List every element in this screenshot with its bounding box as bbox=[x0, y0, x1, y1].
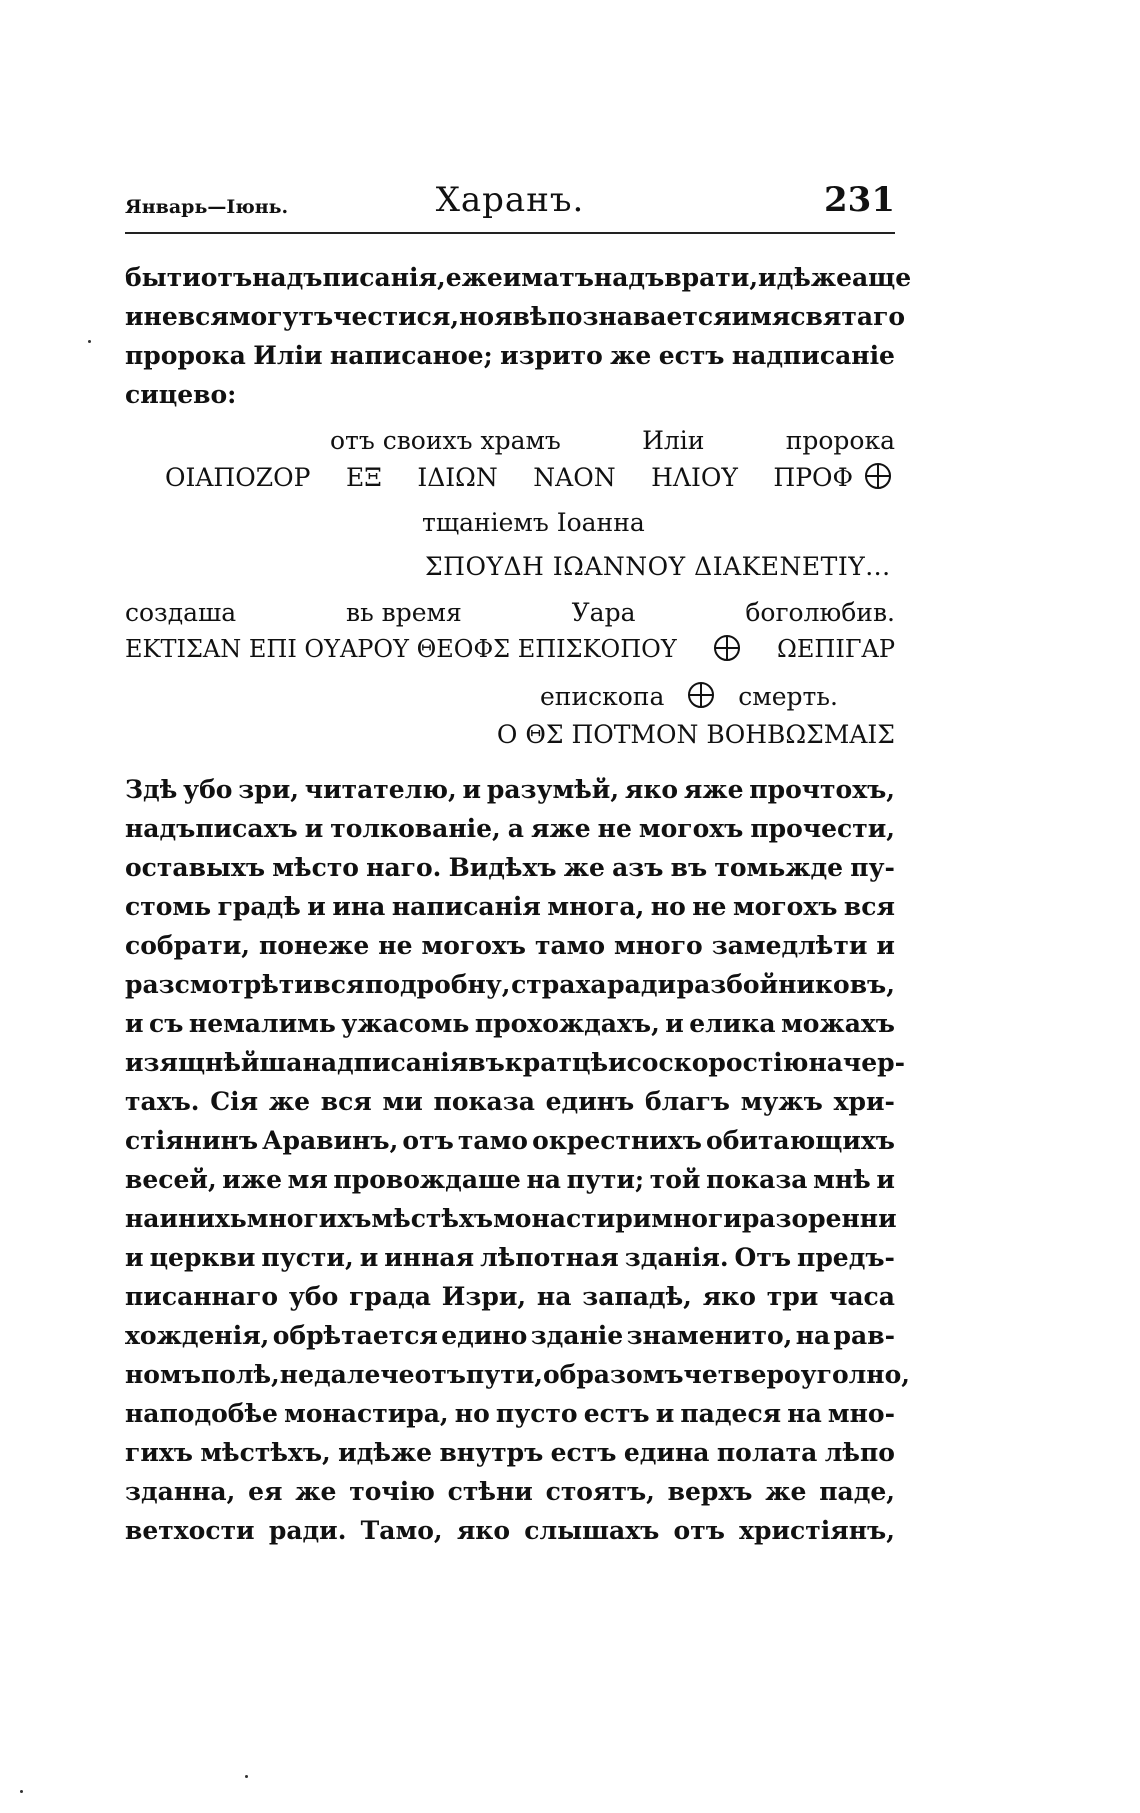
word: многа, bbox=[547, 892, 645, 921]
body-line bbox=[125, 1160, 895, 1199]
word: тахъ. bbox=[125, 1087, 200, 1116]
word: Аравинъ, bbox=[262, 1126, 399, 1155]
word: Тамо, bbox=[360, 1516, 443, 1545]
word: толкованіе, bbox=[330, 814, 501, 843]
word: ради bbox=[607, 970, 677, 999]
translation-word: смерть. bbox=[738, 682, 838, 711]
word: же bbox=[268, 1087, 310, 1116]
inscription-translation-3 bbox=[125, 598, 895, 627]
word: ужасомь bbox=[341, 1009, 470, 1038]
translation-word: боголюбив. bbox=[745, 598, 895, 627]
greek-text: ΩΕΠΙΓΑΡ bbox=[777, 635, 895, 663]
word: на bbox=[795, 1321, 831, 1350]
word: надъ bbox=[593, 263, 665, 292]
intro-line: сицево: bbox=[125, 380, 237, 409]
word: яже bbox=[531, 814, 591, 843]
cross-symbol-icon bbox=[865, 463, 891, 489]
word: убо bbox=[288, 1282, 339, 1311]
word: отъ bbox=[414, 1360, 466, 1389]
word: христіянъ, bbox=[739, 1516, 895, 1545]
word: Изри, bbox=[441, 1282, 527, 1311]
word: познавается bbox=[547, 302, 732, 331]
word: тамо bbox=[457, 1126, 528, 1155]
word: же bbox=[610, 341, 652, 370]
word: отъ bbox=[200, 263, 253, 292]
word: благъ bbox=[644, 1087, 730, 1116]
word: естъ bbox=[550, 1438, 617, 1467]
paper-speck bbox=[88, 340, 91, 343]
word: надписаніе bbox=[731, 341, 895, 370]
word: церкви bbox=[149, 1243, 256, 1272]
intro-paragraph bbox=[125, 258, 912, 414]
header-rule bbox=[125, 232, 895, 234]
word: надъписахъ bbox=[125, 814, 298, 843]
word: стоятъ, bbox=[545, 1477, 655, 1506]
word: четвероуголно, bbox=[683, 1360, 910, 1389]
word: стѣни bbox=[447, 1477, 533, 1506]
word: той bbox=[649, 1165, 701, 1194]
word: лѣпо bbox=[824, 1438, 895, 1467]
inscription-greek-1 bbox=[165, 463, 895, 492]
word: ми bbox=[382, 1087, 423, 1116]
word: могутъ bbox=[228, 302, 334, 331]
word: яко bbox=[624, 775, 679, 804]
word: начер- bbox=[808, 1048, 905, 1077]
greek-text: ΕΚΤΙΣΑΝ ΕΠΙ ΟΥΑΡΟΥ ΘΕΟΦΣ ΕΠΙΣΚΟΠΟΥ bbox=[125, 635, 677, 663]
word: и bbox=[125, 1243, 144, 1272]
word: могохъ bbox=[421, 931, 526, 960]
word: разбойниковъ, bbox=[676, 970, 895, 999]
word: рав- bbox=[833, 1321, 895, 1350]
word: и bbox=[655, 1399, 675, 1428]
word: не bbox=[143, 302, 178, 331]
inscription-greek-2: ΣΠΟΥΔΗ ΙΩΑΝΝΟΥ ΔΙΑΚΕΝΕΤΙΥ... bbox=[425, 552, 891, 581]
body-line bbox=[125, 926, 895, 965]
word: обитающихъ bbox=[706, 1126, 895, 1155]
body-line bbox=[125, 809, 895, 848]
body-line bbox=[125, 1355, 910, 1394]
word: не bbox=[692, 892, 727, 921]
word: изящнѣйша bbox=[125, 1048, 303, 1077]
word: знаменито, bbox=[626, 1321, 793, 1350]
word: собрати, bbox=[125, 931, 250, 960]
body-line bbox=[125, 1199, 895, 1238]
word: и bbox=[462, 775, 482, 804]
word: мѣстѣхъ bbox=[371, 1204, 494, 1233]
word: номъ bbox=[125, 1360, 201, 1389]
word: писаннаго bbox=[125, 1282, 279, 1311]
translation-word: пророка bbox=[785, 426, 895, 455]
word: немалимь bbox=[188, 1009, 336, 1038]
greek-word: ΙΔΙΩΝ bbox=[417, 463, 498, 492]
word: идѣже bbox=[338, 1438, 433, 1467]
word: внутръ bbox=[439, 1438, 544, 1467]
word: пути; bbox=[566, 1165, 645, 1194]
body-line bbox=[125, 965, 895, 1004]
word: и bbox=[608, 1048, 627, 1077]
word: ветхости bbox=[125, 1516, 255, 1545]
word: можахъ bbox=[781, 1009, 895, 1038]
inscription-translation-2: тщаніемъ Іоанна bbox=[422, 508, 645, 537]
translation-word: Уара bbox=[571, 598, 636, 627]
word: и bbox=[359, 1243, 379, 1272]
word: показа bbox=[706, 1165, 808, 1194]
word: мя bbox=[287, 1165, 328, 1194]
word: въ bbox=[670, 853, 708, 882]
word: яже bbox=[683, 775, 744, 804]
word: имя bbox=[731, 302, 791, 331]
body-line bbox=[125, 1082, 895, 1121]
paper-speck bbox=[245, 1775, 248, 1778]
word: хри- bbox=[833, 1087, 895, 1116]
body-line bbox=[125, 1043, 905, 1082]
greek-word: ΝΑΟΝ bbox=[533, 463, 616, 492]
inscription-greek-4: Ο ΘΣ ΠΟΤΜΟΝ ΒΟΗΒΩΣΜΑΙΣ bbox=[496, 720, 895, 749]
word: и bbox=[125, 302, 144, 331]
word: понеже bbox=[258, 931, 370, 960]
greek-word-with-cross bbox=[773, 463, 895, 492]
word: иниxь bbox=[159, 1204, 247, 1233]
word: стомь bbox=[125, 892, 212, 921]
word: Отъ bbox=[734, 1243, 791, 1272]
word: мѣсто bbox=[272, 853, 359, 882]
word: окрестнихъ bbox=[532, 1126, 702, 1155]
word: и bbox=[304, 814, 324, 843]
word: но bbox=[454, 1399, 490, 1428]
word: наподобѣе bbox=[125, 1399, 278, 1428]
word: часа bbox=[829, 1282, 895, 1311]
word: Видѣхъ bbox=[448, 853, 557, 882]
word: отъ bbox=[673, 1516, 725, 1545]
inscription-greek-3 bbox=[125, 635, 895, 663]
word: на bbox=[125, 1204, 160, 1233]
word: инная bbox=[384, 1243, 475, 1272]
word: подробну, bbox=[365, 970, 511, 999]
word: прохождахъ, bbox=[474, 1009, 660, 1038]
word: честися, bbox=[333, 302, 460, 331]
body-line bbox=[125, 848, 895, 887]
word: мно- bbox=[827, 1399, 895, 1428]
word: аще bbox=[851, 263, 912, 292]
word: естъ bbox=[583, 1399, 650, 1428]
word: Сія bbox=[210, 1087, 259, 1116]
word: едина bbox=[623, 1438, 710, 1467]
body-paragraph bbox=[125, 770, 910, 1550]
word: зданна, bbox=[125, 1477, 236, 1506]
word: Иліи bbox=[253, 341, 323, 370]
word: яко bbox=[456, 1516, 511, 1545]
body-line bbox=[125, 1472, 895, 1511]
word: вся bbox=[320, 1087, 372, 1116]
word: же bbox=[563, 853, 605, 882]
word: отъ bbox=[402, 1126, 454, 1155]
word: образомъ bbox=[542, 1360, 684, 1389]
word: мужъ bbox=[740, 1087, 823, 1116]
body-line bbox=[125, 887, 895, 926]
word: много bbox=[614, 931, 703, 960]
word: же bbox=[765, 1477, 807, 1506]
translation-word: епископа bbox=[540, 682, 665, 711]
word: обрѣтается bbox=[272, 1321, 438, 1350]
translation-word: вь время bbox=[346, 598, 462, 627]
word: недалече bbox=[279, 1360, 415, 1389]
word: вся bbox=[843, 892, 895, 921]
word: идѣже bbox=[758, 263, 852, 292]
word: многихъ bbox=[246, 1204, 372, 1233]
word: разумѣй, bbox=[486, 775, 620, 804]
word: написанія bbox=[391, 892, 541, 921]
word: предъ- bbox=[797, 1243, 895, 1272]
word: хожденія, bbox=[125, 1321, 270, 1350]
word: гихъ bbox=[125, 1438, 193, 1467]
word: зри, bbox=[238, 775, 299, 804]
word: прочести, bbox=[750, 814, 895, 843]
word: на bbox=[536, 1282, 572, 1311]
word: и bbox=[307, 892, 326, 921]
word: томьжде bbox=[714, 853, 844, 882]
word: не bbox=[597, 814, 632, 843]
word: западѣ, bbox=[582, 1282, 692, 1311]
word: на bbox=[787, 1399, 822, 1428]
greek-word: ΗΛΙΟΥ bbox=[651, 463, 738, 492]
cross-symbol-icon bbox=[688, 682, 714, 708]
word: въкратцѣ bbox=[468, 1048, 609, 1077]
word: ради. bbox=[268, 1516, 347, 1545]
intro-line bbox=[125, 336, 895, 375]
word: провождаше bbox=[333, 1165, 521, 1194]
translation-word: создаша bbox=[125, 598, 237, 627]
word: святаго bbox=[790, 302, 906, 331]
word: написаное; bbox=[329, 341, 493, 370]
word: врати, bbox=[664, 263, 759, 292]
word: прочтохъ, bbox=[749, 775, 895, 804]
word: же bbox=[295, 1477, 337, 1506]
running-head-left: Январь—Іюнь. bbox=[125, 196, 289, 218]
word: разоренни bbox=[741, 1204, 897, 1233]
word: надписанія bbox=[302, 1048, 469, 1077]
word: зданіе bbox=[530, 1321, 624, 1350]
word: изрито bbox=[500, 341, 603, 370]
word: иматъ bbox=[502, 263, 594, 292]
word: не bbox=[378, 931, 413, 960]
word: тамо bbox=[534, 931, 606, 960]
word: елика bbox=[689, 1009, 776, 1038]
body-line bbox=[125, 1121, 895, 1160]
word: могохъ bbox=[732, 892, 838, 921]
word: замедлѣти bbox=[711, 931, 868, 960]
body-line bbox=[125, 1511, 895, 1550]
word: лѣпотная bbox=[480, 1243, 619, 1272]
word: слышахъ bbox=[524, 1516, 660, 1545]
word: и bbox=[665, 1009, 684, 1038]
word: вся bbox=[177, 302, 229, 331]
word: скоростію bbox=[658, 1048, 809, 1077]
word: наго. bbox=[366, 853, 442, 882]
word: паде, bbox=[819, 1477, 895, 1506]
body-line bbox=[125, 1238, 895, 1277]
word: и bbox=[125, 1009, 144, 1038]
word: вся bbox=[313, 970, 365, 999]
cross-symbol-icon bbox=[714, 635, 740, 661]
word: и bbox=[876, 931, 895, 960]
word: оставыхъ bbox=[125, 853, 266, 882]
word: убо bbox=[183, 775, 233, 804]
word: со bbox=[626, 1048, 659, 1077]
word: могохъ bbox=[638, 814, 744, 843]
intro-line bbox=[125, 297, 906, 336]
translation-word: Иліи bbox=[642, 426, 705, 455]
greek-word: ΟΙΑΠΟΖΟΡ bbox=[165, 463, 311, 492]
word: яко bbox=[702, 1282, 756, 1311]
word: едино bbox=[441, 1321, 528, 1350]
word: но bbox=[459, 302, 495, 331]
word: быти bbox=[125, 263, 201, 292]
word: монастири bbox=[493, 1204, 652, 1233]
word: пророка bbox=[125, 341, 246, 370]
word: точію bbox=[349, 1477, 435, 1506]
body-line bbox=[125, 770, 895, 809]
word: и bbox=[876, 1165, 895, 1194]
page-number: 231 bbox=[824, 180, 895, 220]
word: полѣ, bbox=[200, 1360, 280, 1389]
word: азъ bbox=[612, 853, 664, 882]
body-line bbox=[125, 1316, 895, 1355]
running-head-title: Харанъ. bbox=[435, 180, 585, 220]
greek-word: ΠΡΟΦ bbox=[773, 463, 854, 492]
word: еже bbox=[445, 263, 503, 292]
body-line bbox=[125, 1394, 895, 1433]
paper-speck bbox=[20, 1790, 23, 1793]
word: пу- bbox=[850, 853, 895, 882]
body-line bbox=[125, 1277, 895, 1316]
page-header bbox=[125, 180, 895, 232]
word: но bbox=[650, 892, 686, 921]
word: Здѣ bbox=[125, 775, 178, 804]
word: читателю, bbox=[304, 775, 457, 804]
word: ея bbox=[248, 1477, 283, 1506]
word: монастира, bbox=[284, 1399, 449, 1428]
word: разсмотрѣти bbox=[125, 970, 313, 999]
word: полата bbox=[716, 1438, 818, 1467]
word: три bbox=[766, 1282, 819, 1311]
word: пусто bbox=[495, 1399, 578, 1428]
word: естъ bbox=[658, 341, 725, 370]
word: градѣ bbox=[217, 892, 301, 921]
translation-word: отъ своихъ храмъ bbox=[330, 426, 561, 455]
word: зданія. bbox=[624, 1243, 729, 1272]
word: показа bbox=[433, 1087, 535, 1116]
word: весей, bbox=[125, 1165, 217, 1194]
word: верхъ bbox=[667, 1477, 753, 1506]
word: пути, bbox=[465, 1360, 543, 1389]
word: на bbox=[526, 1165, 561, 1194]
word: съ bbox=[149, 1009, 184, 1038]
body-line bbox=[125, 1004, 895, 1043]
word: явѣ bbox=[494, 302, 548, 331]
word: мнѣ bbox=[813, 1165, 871, 1194]
word: ина bbox=[332, 892, 386, 921]
word: падеся bbox=[680, 1399, 782, 1428]
word: страха bbox=[511, 970, 607, 999]
inscription-translation-4 bbox=[540, 682, 838, 711]
body-line bbox=[125, 1433, 895, 1472]
word: единъ bbox=[545, 1087, 635, 1116]
word: града bbox=[349, 1282, 431, 1311]
word: многи bbox=[651, 1204, 742, 1233]
word: а bbox=[507, 814, 524, 843]
word: иже bbox=[222, 1165, 282, 1194]
inscription-translation-1 bbox=[330, 426, 895, 455]
word: стіянинъ bbox=[125, 1126, 258, 1155]
word: надъписанія, bbox=[252, 263, 446, 292]
word: пусти, bbox=[261, 1243, 354, 1272]
greek-word: ΕΞ bbox=[345, 463, 382, 492]
intro-line bbox=[125, 258, 912, 297]
word: мѣстѣхъ, bbox=[200, 1438, 331, 1467]
